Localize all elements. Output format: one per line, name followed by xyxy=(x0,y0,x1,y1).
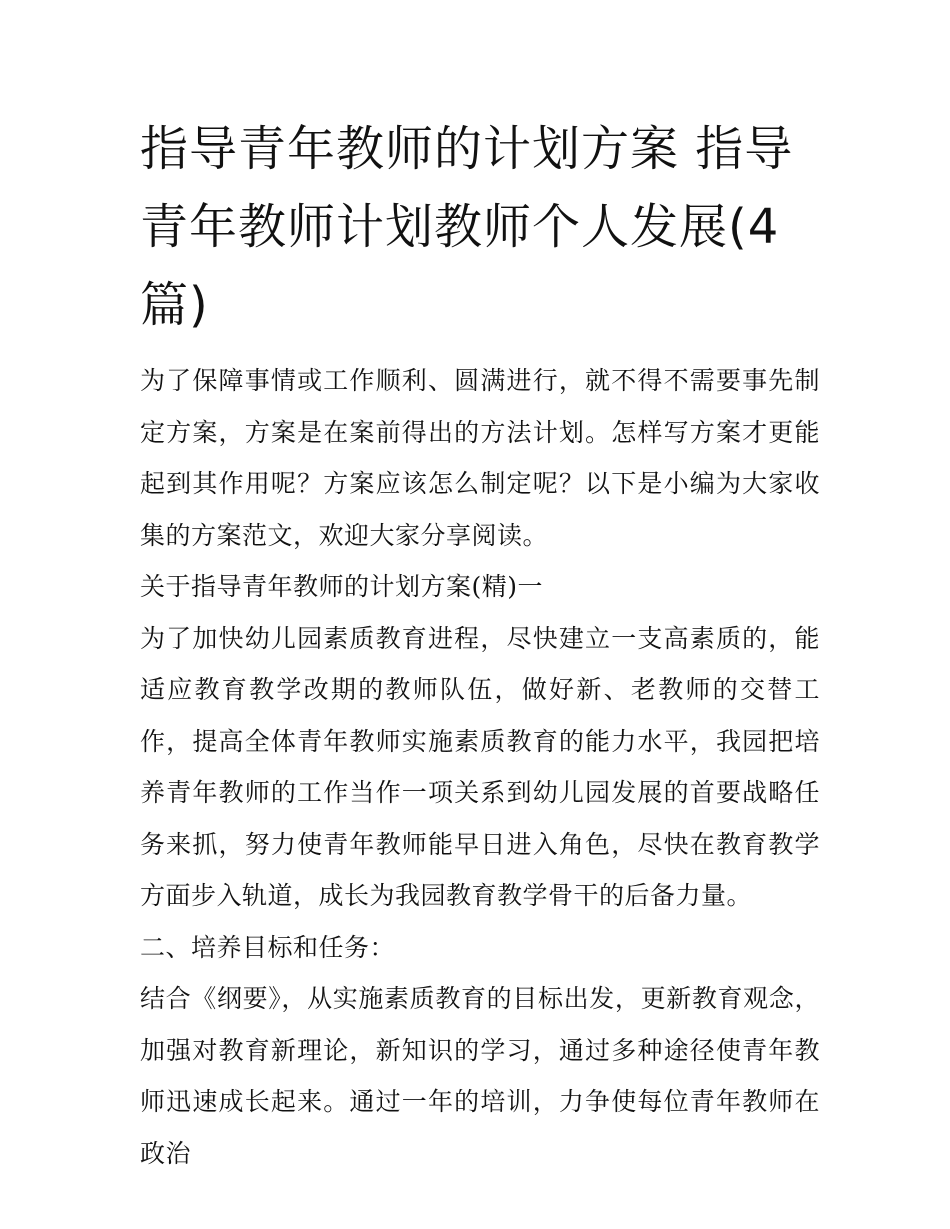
document-body xyxy=(140,355,820,1179)
section-heading: 关于指导青年教师的计划方案(精)一 xyxy=(140,572,544,601)
body-paragraph: 结合《纲要》，从实施素质教育的目标出发，更新教育观念，加强对教育新理论，新知识的学习，通过多种途径使青年教师迅速成长起来。通过一年的培训，力争使每位青年教师在政治 xyxy=(140,984,820,1168)
intro-paragraph: 为了保障事情或工作顺利、圆满进行，就不得不需要事先制定方案，方案是在案前得出的方法计划。怎样写方案才更能起到其作用呢？方案应该怎么制定呢？以下是小编为大家收集的方案范文，欢迎大家分享阅读。 xyxy=(140,366,820,550)
document-title: 指导青年教师的计划方案 指导青年教师计划教师个人发展(4篇) xyxy=(140,121,794,333)
section-heading: 二、培养目标和任务： xyxy=(140,932,396,962)
body-paragraph: 为了加快幼儿园素质教育进程，尽快建立一支高素质的，能适应教育教学改期的教师队伍，做好新、老教师的交替工作，提高全体青年教师实施素质教育的能力水平，我园把培养青年教师的工作当作一项关系到幼儿园发展的首要战略任务来抓，努力使青年教师能早日进入角色，尽快在教育教学方面步入轨道，成长为我园教育教学骨干的后备力量。 xyxy=(140,623,820,910)
